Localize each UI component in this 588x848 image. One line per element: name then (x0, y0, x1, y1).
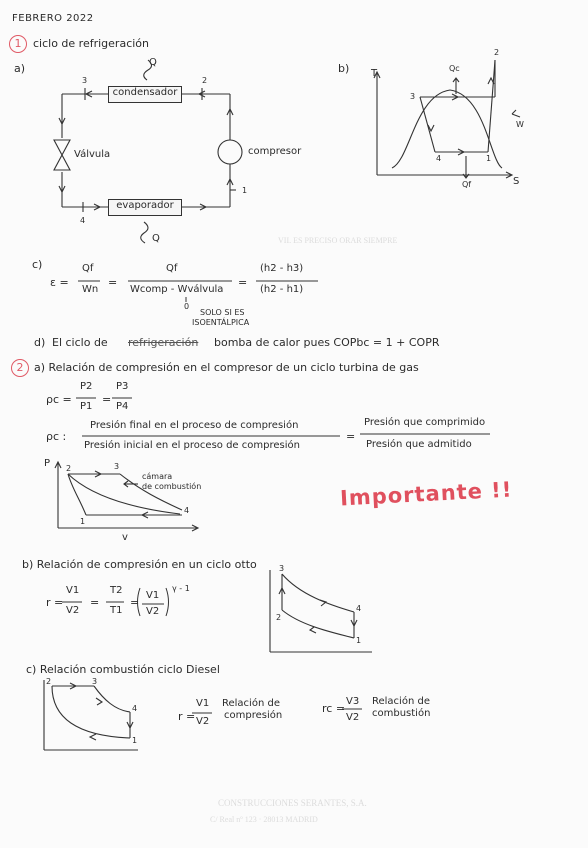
item-letter: a) (14, 62, 26, 75)
axis-label-t: T (371, 68, 378, 79)
ratio-label: rc = (322, 702, 346, 715)
point-label: 2 (276, 613, 282, 622)
bleed-text: VII. ES PRECISO ORAR SIEMPRE (278, 236, 398, 245)
fraction-num: P2 (80, 381, 93, 392)
subsection-title: b) Relación de compresión en un ciclo otto (22, 558, 257, 571)
equals-sign: = (90, 596, 100, 609)
fraction-den: P4 (116, 401, 129, 412)
bleed-text: CONSTRUCCIONES SERANTES, S.A. (218, 798, 367, 808)
equals-sign: = (102, 393, 112, 406)
zero-annotation: 0 (184, 302, 190, 311)
item-letter: b) (338, 62, 350, 75)
point-label: 1 (486, 154, 492, 163)
rc-label: ρc : (46, 430, 67, 443)
fraction-den: Wn (82, 284, 99, 295)
point-label: 3 (279, 564, 285, 573)
point-label: 3 (92, 677, 98, 686)
point-label: 3 (114, 462, 120, 471)
point-label: 3 (410, 92, 416, 101)
point-label: 2 (66, 464, 72, 473)
fraction-den: Wcomp - Wválvula (130, 284, 224, 295)
evaporator-label: evaporador (116, 200, 174, 211)
fraction-num: T2 (110, 585, 123, 596)
rc-label: ρc = (46, 393, 72, 406)
point-label: 2 (202, 76, 208, 85)
fraction-num: Presión que comprimido (364, 417, 486, 428)
point-label: 1 (80, 517, 86, 526)
ratio-label: r = (46, 596, 64, 609)
point-label: 4 (132, 704, 138, 713)
ratio-desc: combustión (372, 708, 431, 719)
section-number: 1 (9, 35, 27, 53)
point-label: 4 (436, 154, 442, 163)
fraction-num: P3 (116, 381, 129, 392)
fraction-num: V1 (146, 590, 160, 601)
fraction-den: V2 (146, 606, 160, 617)
section-title: a) Relación de compresión en el compresor de un ciclo turbina de gas (34, 361, 419, 374)
point-label: 4 (356, 604, 362, 613)
item-letter: d) (34, 336, 46, 349)
axis-label-v: v (122, 532, 128, 543)
point-label: 1 (132, 736, 138, 745)
note-line: SOLO SI ES (200, 308, 245, 317)
fraction-den: Presión inicial en el proceso de compresión (84, 440, 300, 451)
valve-label: Válvula (74, 149, 111, 160)
fraction-den: V2 (66, 605, 80, 616)
compressor-label: compresor (248, 146, 302, 157)
fraction-den: T1 (110, 605, 123, 616)
point-label: 3 (82, 76, 88, 85)
subsection-title: c) Relación combustión ciclo Diesel (26, 663, 220, 676)
struck-text: refrigeración (128, 336, 199, 349)
note-line: ISOENTÁLPICA (192, 318, 250, 327)
fraction-den: P1 (80, 401, 93, 412)
page-date: FEBRERO 2022 (12, 13, 94, 24)
ratio-desc: Relación de (372, 696, 430, 707)
condenser-label: condensador (112, 87, 178, 98)
ratio-label: r = (178, 710, 196, 723)
axis-label-s: S (513, 176, 520, 187)
text-line: El ciclo de (52, 336, 108, 349)
fraction-num: V1 (196, 698, 210, 709)
equals-sign: = (108, 276, 118, 289)
fraction-num: Presión final en el proceso de compresión (90, 420, 299, 431)
fraction-num: V1 (66, 585, 80, 596)
work-label: W (516, 120, 524, 129)
qc-label: Qc (449, 64, 460, 73)
fraction-num: Qf (166, 263, 178, 274)
epsilon-label: ε = (50, 276, 69, 289)
important-note: Importante !! (339, 477, 513, 511)
point-label: 1 (242, 186, 248, 195)
fraction-den: V2 (196, 716, 210, 727)
exponent: γ - 1 (172, 584, 190, 593)
fraction-num: V3 (346, 696, 360, 707)
point-label: 4 (80, 216, 86, 225)
equals-sign: = (130, 596, 140, 609)
section-title: ciclo de refrigeración (33, 37, 149, 50)
axis-label-p: P (44, 458, 51, 469)
point-label: 2 (46, 677, 52, 686)
text-line: bomba de calor pues COPbc = 1 + COPR (214, 336, 440, 349)
qf-label: Qf (462, 180, 472, 189)
heat-out-label: Q (149, 57, 157, 68)
heat-in-label: Q (152, 233, 160, 244)
fraction-den: (h2 - h1) (260, 284, 304, 295)
section-number: 2 (11, 359, 29, 377)
annotation: de combustión (142, 482, 202, 491)
fraction-num: (h2 - h3) (260, 263, 304, 274)
point-label: 4 (184, 506, 190, 515)
point-label: 2 (494, 48, 500, 57)
fraction-num: Qf (82, 263, 94, 274)
fraction-den: V2 (346, 712, 360, 723)
item-letter: c) (32, 258, 43, 271)
annotation: cámara (142, 472, 173, 481)
equals-sign: = (346, 430, 356, 443)
ratio-desc: compresión (224, 710, 283, 721)
fraction-den: Presión que admitido (366, 439, 472, 450)
equals-sign: = (238, 276, 248, 289)
point-label: 1 (356, 636, 362, 645)
bleed-text: C/ Real nº 123 · 28013 MADRID (210, 815, 318, 824)
ratio-desc: Relación de (222, 698, 280, 709)
